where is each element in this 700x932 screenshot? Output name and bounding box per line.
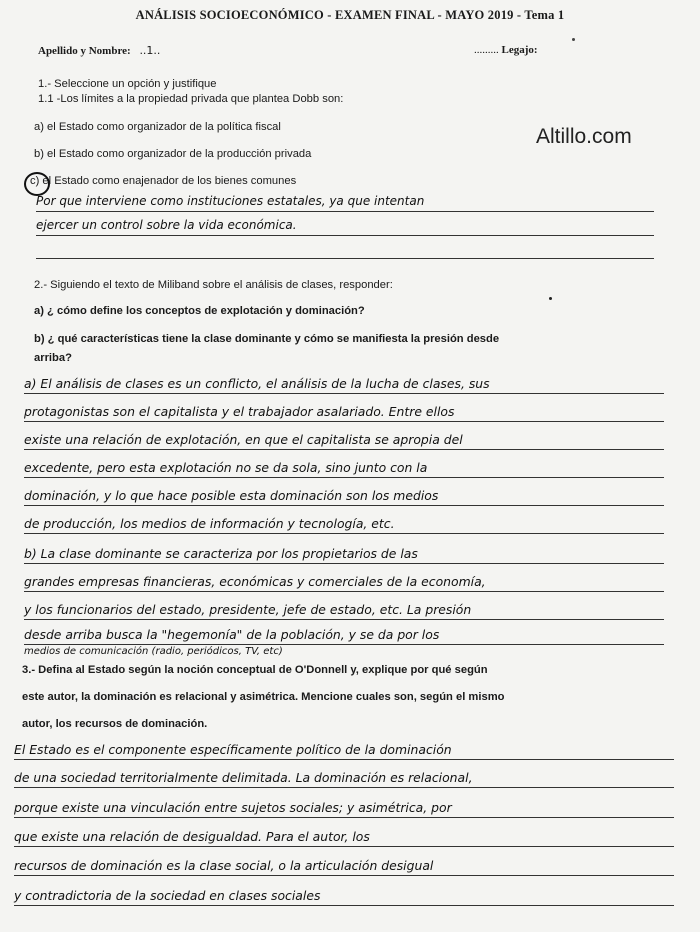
name-field [38, 44, 160, 57]
exam-title: ANÁLISIS SOCIOECONÓMICO - EXAMEN FINAL - MAYO 2019 - Tema 1 [135, 8, 565, 22]
q2-answer-line: dominación, y lo que hace posible esta dominación son los medios [24, 488, 664, 506]
q3-answer-line: El Estado es el componente específicamente político de la dominación [14, 742, 674, 760]
q2-answer-line: existe una relación de explotación, en que el capitalista se apropia del [24, 432, 664, 450]
q1-option-b: b) el Estado como organizador de la producción privada [34, 148, 312, 160]
q2-answer-note: medios de comunicación (radio, periódicos, TV, etc) [24, 646, 283, 657]
q3-answer-line: que existe una relación de desigualdad. Para el autor, los [14, 829, 674, 847]
q3-line: autor, los recursos de dominación. [22, 718, 208, 730]
q3-line: 3.- Defina al Estado según la noción conceptual de O'Donnell y, explique por qué según [22, 664, 488, 676]
legajo-label: Legajo: [501, 44, 538, 56]
q1-option-c: c) el Estado como enajenador de los bienes comunes [30, 175, 297, 187]
q2-answer-line: desde arriba busca la "hegemonía" de la población, y se da por los [24, 627, 664, 645]
q2-part-b-cont: arriba? [34, 352, 72, 364]
q1-answer-line: Por que interviene como instituciones estatales, ya que intentan [36, 194, 654, 212]
q2-answer-line: y los funcionarios del estado, presidente, jefe de estado, etc. La presión [24, 602, 664, 620]
q2-answer-line: grandes empresas financieras, económicas y comerciales de la economía, [24, 574, 664, 592]
q1-answer-line: ejercer un control sobre la vida económica. [36, 218, 654, 236]
watermark: Altillo.com [536, 125, 632, 148]
q2-answer-line: de producción, los medios de información y tecnología, etc. [24, 516, 664, 534]
q2-answer-line: b) La clase dominante se caracteriza por los propietarios de las [24, 546, 664, 564]
q3-answer-line: porque existe una vinculación entre sujetos sociales; y asimétrica, por [14, 800, 674, 818]
q3-answer-line: recursos de dominación es la clase social, o la articulación desigual [14, 858, 674, 876]
q1-option-a: a) el Estado como organizador de la política fiscal [34, 121, 281, 133]
q2-part-b: b) ¿ qué características tiene la clase dominante y cómo se manifiesta la presión desde [34, 333, 500, 345]
q1-heading: 1.- Seleccione un opción y justifique [38, 78, 217, 90]
legajo-field [470, 44, 538, 56]
mark-dot [549, 297, 552, 300]
name-label: Apellido y Nombre: [38, 45, 131, 57]
q2-answer-line: protagonistas son el capitalista y el trabajador asalariado. Entre ellos [24, 404, 664, 422]
legajo-value: ......... [474, 44, 499, 56]
q2-answer-line: a) El análisis de clases es un conflicto, el análisis de la lucha de clases, sus [24, 376, 664, 394]
q3-line: este autor, la dominación es relacional y asimétrica. Mencione cuales son, según el mismo [22, 691, 505, 703]
q3-answer-line: de una sociedad territorialmente delimitada. La dominación es relacional, [14, 770, 674, 788]
blank-answer-line [36, 258, 654, 259]
q3-answer-line: y contradictoria de la sociedad en clases sociales [14, 888, 674, 906]
q2-part-a: a) ¿ cómo define los conceptos de explotación y dominación? [34, 305, 365, 317]
q2-answer-line: excedente, pero esta explotación no se da sola, sino junto con la [24, 460, 664, 478]
name-value: ..1.. [139, 44, 161, 57]
q2-heading: 2.- Siguiendo el texto de Miliband sobre el análisis de clases, responder: [34, 279, 393, 291]
q1-subheading: 1.1 -Los límites a la propiedad privada que plantea Dobb son: [38, 93, 344, 105]
mark-dot [572, 38, 575, 41]
